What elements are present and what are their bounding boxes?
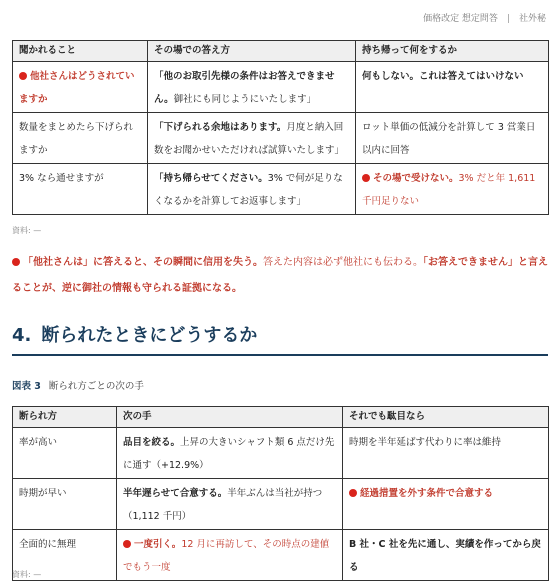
red-dot-icon <box>123 540 131 548</box>
table-row <box>13 479 549 530</box>
qa-table <box>12 40 549 215</box>
fallback-cell: 時期を半年延ばす代わりに率は維持 <box>343 428 549 479</box>
next-step-cell: 半年遅らせて合意する。半年ぶんは当社が持つ（1,112 千円） <box>117 479 343 530</box>
table-row <box>13 164 549 215</box>
section-title: 断られたときにどうするか <box>41 325 258 346</box>
red-dot-icon <box>19 72 27 80</box>
column-header: 聞かれること <box>13 41 148 62</box>
header-separator: | <box>506 14 510 24</box>
doc-title: 価格改定 想定問答 <box>423 14 498 24</box>
figure-label: 図表 3 <box>12 381 41 392</box>
source-note: 資料: — <box>12 226 42 235</box>
question-cell: 数量をまとめたら下げられますか <box>13 113 148 164</box>
refusal-table <box>12 406 549 581</box>
question-cell: 他社さんはどうされていますか <box>13 62 148 113</box>
section-number: 4. <box>12 325 32 346</box>
refusal-cell: 率が高い <box>13 428 117 479</box>
figure-caption-text: 断られ方ごとの次の手 <box>48 381 144 392</box>
column-header: 断られ方 <box>13 407 117 428</box>
column-header: それでも駄目なら <box>343 407 549 428</box>
table-header-row <box>13 407 549 428</box>
refusal-cell: 時期が早い <box>13 479 117 530</box>
table-row <box>13 62 549 113</box>
source-note: 資料: — <box>12 570 42 579</box>
section-heading <box>12 321 548 356</box>
todo-cell: その場で受けない。3% だと年 1,611 千円足りない <box>356 164 549 215</box>
next-step-cell: 品目を絞る。上昇の大きいシャフト類 6 点だけ先に通す（+12.9%） <box>117 428 343 479</box>
answer-cell: 「持ち帰らせてください。3% で何が足りなくなるかを計算してお返事します」 <box>148 164 356 215</box>
red-dot-icon <box>12 258 20 266</box>
question-cell: 3% なら通せますが <box>13 164 148 215</box>
answer-cell: 「他のお取引先様の条件はお答えできません。御社にも同じようにいたします」 <box>148 62 356 113</box>
warning-paragraph: 「他社さんは」に答えると、その瞬間に信用を失う。答えた内容は必ず他社にも伝わる。「お答えできません」と言えることが、逆に御社の情報も守られる証拠になる。 <box>12 257 548 294</box>
todo-cell: 何もしない。これは答えてはいけない <box>356 62 549 113</box>
column-header: 次の手 <box>117 407 343 428</box>
table-header-row <box>13 41 549 62</box>
confidential-label: 社外秘 <box>518 14 546 24</box>
figure-caption <box>12 378 144 392</box>
table-row <box>13 428 549 479</box>
fallback-cell: B 社・C 社を先に通し、実績を作ってから戻る <box>343 530 549 581</box>
page-header <box>423 11 546 24</box>
fallback-cell: 経過措置を外す条件で合意する <box>343 479 549 530</box>
table-row <box>13 113 549 164</box>
next-step-cell: 一度引く。12 月に再訪して、その時点の建値でもう一度 <box>117 530 343 581</box>
table-row <box>13 530 549 581</box>
red-dot-icon <box>349 489 357 497</box>
answer-cell: 「下げられる余地はあります。月度と納入回数をお聞かせいただければ試算いたします」 <box>148 113 356 164</box>
column-header: その場での答え方 <box>148 41 356 62</box>
todo-cell: ロット単価の低減分を計算して 3 営業日以内に回答 <box>356 113 549 164</box>
column-header: 持ち帰って何をするか <box>356 41 549 62</box>
red-dot-icon <box>362 174 370 182</box>
refusal-cell: 全面的に無理 <box>13 530 117 581</box>
